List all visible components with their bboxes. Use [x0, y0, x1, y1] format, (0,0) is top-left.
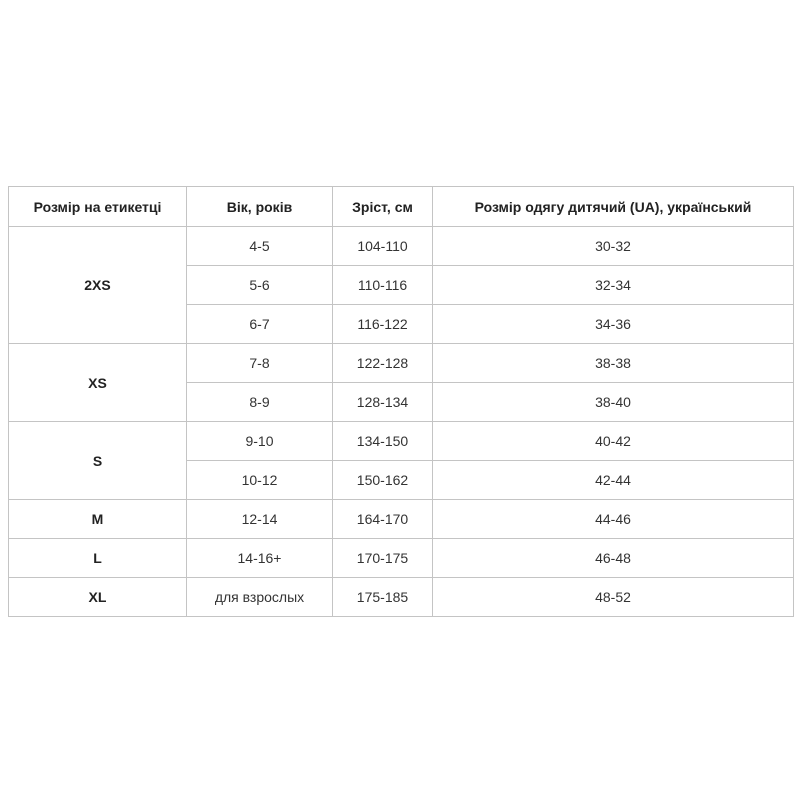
table-row [9, 500, 794, 539]
height-cell: 128-134 [333, 383, 433, 422]
ua-size-cell: 38-40 [433, 383, 794, 422]
table-row [9, 539, 794, 578]
header-age: Вік, років [187, 187, 333, 227]
age-cell: 8-9 [187, 383, 333, 422]
label-size-cell: XS [9, 344, 187, 422]
age-cell: для взрослых [187, 578, 333, 617]
ua-size-cell: 42-44 [433, 461, 794, 500]
age-cell: 6-7 [187, 305, 333, 344]
table-row [9, 227, 794, 266]
height-cell: 175-185 [333, 578, 433, 617]
age-cell: 14-16+ [187, 539, 333, 578]
table-row [9, 422, 794, 461]
height-cell: 104-110 [333, 227, 433, 266]
height-cell: 170-175 [333, 539, 433, 578]
size-chart-header [9, 187, 794, 227]
table-row [9, 344, 794, 383]
height-cell: 134-150 [333, 422, 433, 461]
header-label-size: Розмір на етикетці [9, 187, 187, 227]
age-cell: 10-12 [187, 461, 333, 500]
ua-size-cell: 34-36 [433, 305, 794, 344]
age-cell: 12-14 [187, 500, 333, 539]
size-chart-table [8, 186, 794, 617]
table-row [9, 578, 794, 617]
label-size-cell: L [9, 539, 187, 578]
ua-size-cell: 38-38 [433, 344, 794, 383]
ua-size-cell: 44-46 [433, 500, 794, 539]
label-size-cell: S [9, 422, 187, 500]
ua-size-cell: 32-34 [433, 266, 794, 305]
label-size-cell: XL [9, 578, 187, 617]
label-size-cell: M [9, 500, 187, 539]
height-cell: 164-170 [333, 500, 433, 539]
height-cell: 150-162 [333, 461, 433, 500]
ua-size-cell: 46-48 [433, 539, 794, 578]
height-cell: 110-116 [333, 266, 433, 305]
height-cell: 122-128 [333, 344, 433, 383]
label-size-cell: 2XS [9, 227, 187, 344]
height-cell: 116-122 [333, 305, 433, 344]
ua-size-cell: 30-32 [433, 227, 794, 266]
header-height: Зріст, см [333, 187, 433, 227]
age-cell: 9-10 [187, 422, 333, 461]
age-cell: 7-8 [187, 344, 333, 383]
ua-size-cell: 48-52 [433, 578, 794, 617]
header-row [9, 187, 794, 227]
size-chart-body [9, 227, 794, 617]
header-ua-size: Розмір одягу дитячий (UA), український [433, 187, 794, 227]
ua-size-cell: 40-42 [433, 422, 794, 461]
age-cell: 5-6 [187, 266, 333, 305]
age-cell: 4-5 [187, 227, 333, 266]
